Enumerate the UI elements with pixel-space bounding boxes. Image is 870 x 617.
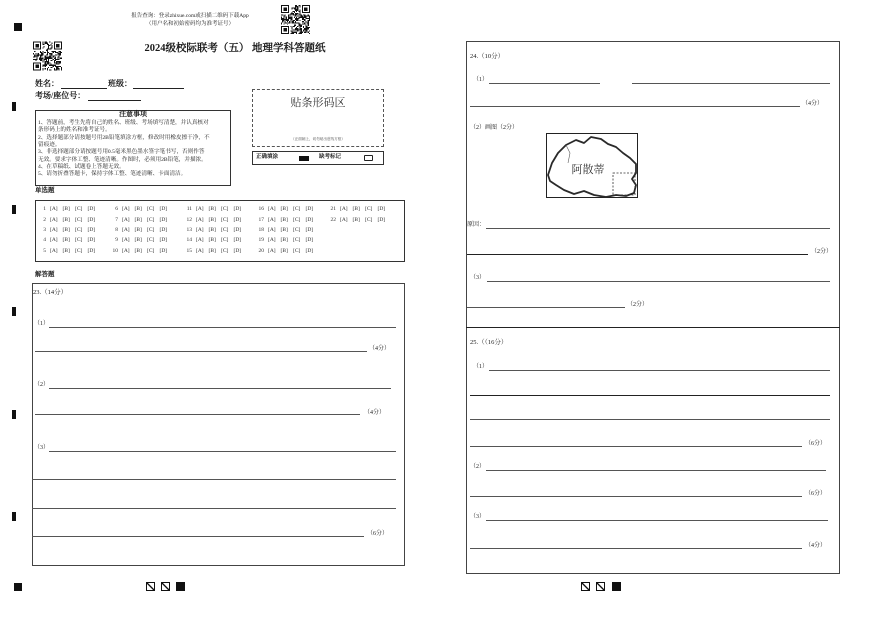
choice-option-bubble: [C]	[221, 227, 229, 233]
answer-line	[49, 327, 396, 328]
choice-question-number: 19	[258, 237, 264, 243]
answer-line	[470, 106, 800, 107]
choice-option-bubble: [A]	[122, 237, 130, 243]
qr-code-modules	[281, 5, 310, 34]
choice-option-bubble: [D]	[305, 217, 314, 223]
q23-part3-label: （3）	[34, 445, 50, 451]
qr-code-sheet	[33, 41, 62, 71]
choice-option-bubble: [C]	[221, 248, 229, 254]
choice-option-bubble: [B]	[62, 248, 70, 254]
choice-option-bubble: [D]	[377, 217, 386, 223]
q25-heading: 25.（（16分）	[470, 339, 508, 346]
q24-reason-label: 原因：	[467, 222, 486, 228]
q25-part3-label: （3）	[470, 514, 486, 520]
choice-question-number: 12	[186, 217, 192, 223]
choice-option-bubble: [C]	[293, 227, 301, 233]
choice-option-bubble: [C]	[147, 237, 155, 243]
q25-part1-score: （6分）	[805, 441, 827, 447]
choice-option-bubble: [B]	[208, 206, 216, 212]
correct-fill-example	[299, 156, 309, 161]
q24-part1-label: （1）	[473, 77, 489, 83]
choice-question-number: 15	[186, 248, 192, 254]
choice-option-bubble: [A]	[50, 206, 58, 212]
choice-question-number: 9	[115, 237, 118, 243]
q24-part3-label: （3）	[470, 275, 486, 281]
q25-part2-score: （6分）	[805, 491, 827, 497]
choice-option-bubble: [A]	[196, 227, 204, 233]
answer-line	[467, 307, 625, 308]
choice-option-bubble: [B]	[62, 206, 70, 212]
q24-part3-score: （2分）	[627, 302, 649, 308]
q23-answer-box	[32, 283, 405, 566]
choice-option-bubble: [A]	[196, 217, 204, 223]
choice-question-number: 7	[115, 217, 118, 223]
choice-option-bubble: [D]	[305, 206, 314, 212]
name-label: 姓名：	[35, 79, 59, 88]
answer-line	[49, 388, 391, 389]
choice-option-bubble: [C]	[147, 227, 155, 233]
choice-option-bubble: [B]	[280, 206, 288, 212]
page-code-filled-box	[176, 582, 185, 591]
choice-option-bubble: [C]	[147, 206, 155, 212]
choice-option-bubble: [D]	[159, 217, 168, 223]
choice-question-number: 10	[112, 248, 118, 254]
answer-line	[487, 281, 830, 282]
corner-mark-bottom-left	[14, 583, 22, 591]
choice-option-bubble: [C]	[75, 227, 83, 233]
choice-option-bubble: [A]	[268, 248, 276, 254]
q24-part2-label: （2）画图（2分）	[470, 125, 519, 131]
answer-line	[32, 479, 396, 480]
choice-option-bubble: [A]	[196, 206, 204, 212]
report-query-text: 报告查询：登录zhixue.com或扫描二维码下载App	[131, 13, 249, 19]
answer-line	[486, 228, 830, 229]
q25-part2-label: （2）	[470, 464, 486, 470]
choice-question-number: 17	[258, 217, 264, 223]
answer-line	[486, 470, 826, 471]
choice-option-bubble: [C]	[75, 237, 83, 243]
choice-option-bubble: [D]	[87, 206, 96, 212]
choice-option-bubble: [C]	[365, 206, 373, 212]
choice-option-bubble: [C]	[221, 206, 229, 212]
page-code-slash-box	[161, 582, 170, 591]
choice-option-bubble: [B]	[208, 227, 216, 233]
choice-option-bubble: [D]	[159, 237, 168, 243]
choice-option-bubble: [A]	[50, 227, 58, 233]
barcode-area-note: （正面朝上，切勿贴出虚线方框）	[291, 137, 345, 141]
choice-question-number: 3	[43, 227, 46, 233]
choice-option-bubble: [D]	[87, 217, 96, 223]
answer-line	[35, 351, 367, 352]
choice-option-bubble: [B]	[352, 217, 360, 223]
choice-option-bubble: [C]	[147, 248, 155, 254]
choice-question-number: 2	[43, 217, 46, 223]
single-choice-section-label: 单选题	[35, 187, 55, 194]
answer-line	[470, 548, 802, 549]
correct-fill-label: 正确填涂	[256, 154, 279, 160]
choice-question-number: 1	[43, 206, 46, 212]
answer-line	[470, 496, 802, 497]
page-code-filled-box	[612, 582, 621, 591]
choice-option-bubble: [A]	[340, 206, 348, 212]
answer-line	[32, 508, 396, 509]
choice-option-bubble: [D]	[233, 237, 242, 243]
question-divider	[466, 327, 840, 328]
choice-option-bubble: [B]	[62, 237, 70, 243]
notice-line: 3、非选择题部分请按题号用0.5毫米黑色墨水签字笔书写，否则作答	[38, 149, 205, 156]
choice-option-bubble: [D]	[233, 217, 242, 223]
corner-mark-top-left	[14, 23, 22, 31]
choice-option-bubble: [C]	[147, 217, 155, 223]
choice-option-bubble: [B]	[280, 248, 288, 254]
choice-option-bubble: [C]	[75, 206, 83, 212]
choice-option-bubble: [A]	[50, 248, 58, 254]
choice-option-bubble: [A]	[122, 248, 130, 254]
choice-option-bubble: [C]	[75, 217, 83, 223]
choice-option-bubble: [D]	[87, 237, 96, 243]
choice-option-bubble: [A]	[196, 237, 204, 243]
map-region-label: 阿散蒂	[571, 164, 605, 176]
choice-option-bubble: [D]	[159, 227, 168, 233]
answer-line	[35, 414, 360, 415]
choice-option-bubble: [D]	[377, 206, 386, 212]
answer-line	[470, 446, 802, 447]
choice-option-bubble: [D]	[233, 206, 242, 212]
choice-option-bubble: [A]	[268, 237, 276, 243]
notice-line: 留痕迹。	[38, 141, 61, 148]
choice-option-bubble: [C]	[293, 217, 301, 223]
choice-question-number: 6	[115, 206, 118, 212]
choice-question-number: 5	[43, 248, 46, 254]
q23-part2-label: （2）	[34, 382, 50, 388]
notice-line: 无效。要求字体工整、笔迹清晰。作图时，必须用2B铅笔，并描浓。	[38, 156, 207, 163]
page-code-slash-box	[581, 582, 590, 591]
q23-part1-score: （4分）	[369, 346, 391, 352]
choice-option-bubble: [A]	[268, 206, 276, 212]
choice-option-bubble: [C]	[365, 217, 373, 223]
answer-line	[467, 254, 808, 255]
timing-mark	[12, 205, 16, 214]
choice-option-bubble: [B]	[62, 217, 70, 223]
notice-line: 4、在草稿纸、试题卷上答题无效。	[38, 163, 125, 170]
q24-reason-score: （2分）	[811, 249, 833, 255]
choice-option-bubble: [B]	[352, 206, 360, 212]
page-code-slash-box	[146, 582, 155, 591]
answer-line	[49, 451, 396, 452]
q24-heading: 24.（10分）	[470, 53, 505, 60]
choice-option-bubble: [D]	[305, 227, 314, 233]
choice-option-bubble: [D]	[305, 237, 314, 243]
choice-question-number: 8	[115, 227, 118, 233]
choice-question-number: 4	[43, 237, 46, 243]
choice-option-bubble: [C]	[221, 217, 229, 223]
absent-mark-box	[364, 155, 373, 161]
choice-option-bubble: [A]	[196, 248, 204, 254]
notice-line: 条形码上的姓名和准考证号。	[38, 127, 111, 134]
choice-question-number: 13	[186, 227, 192, 233]
name-field-line	[61, 88, 107, 89]
barcode-area-label: 贴条形码区	[290, 97, 346, 109]
choice-question-number: 20	[258, 248, 264, 254]
answer-line	[470, 419, 830, 420]
choice-option-bubble: [C]	[293, 248, 301, 254]
notice-line: 1、答题前，考生先将自己的姓名、班级、考场填写清楚，并认真核对	[38, 120, 209, 126]
choice-option-bubble: [A]	[50, 217, 58, 223]
qr-code-report	[281, 5, 310, 34]
timing-mark	[12, 102, 16, 111]
choice-option-bubble: [B]	[280, 227, 288, 233]
answer-line	[489, 370, 830, 371]
answer-line	[486, 520, 828, 521]
choice-option-bubble: [A]	[50, 237, 58, 243]
choice-question-number: 18	[258, 227, 264, 233]
class-label: 班级：	[108, 79, 132, 88]
choice-option-bubble: [D]	[159, 248, 168, 254]
choice-option-bubble: [D]	[233, 248, 242, 254]
choice-question-number: 16	[258, 206, 264, 212]
timing-mark	[12, 410, 16, 419]
choice-option-bubble: [B]	[280, 237, 288, 243]
choice-question-number: 21	[330, 206, 336, 212]
q23-part2-score: （4分）	[364, 410, 386, 416]
choice-option-bubble: [D]	[305, 248, 314, 254]
report-account-hint: （用户名和初始密码均为准考证号）	[145, 21, 234, 27]
q23-part3-score: （6分）	[367, 531, 389, 537]
q24-part1-score: （4分）	[802, 101, 824, 107]
choice-option-bubble: [B]	[134, 217, 142, 223]
choice-question-number: 22	[330, 217, 336, 223]
page-title: 2024级校际联考（五） 地理学科答题纸	[144, 43, 326, 54]
answer-line	[470, 395, 830, 396]
choice-option-bubble: [B]	[208, 217, 216, 223]
class-field-line	[133, 88, 184, 89]
choice-option-bubble: [A]	[122, 217, 130, 223]
q25-part1-label: （1）	[473, 364, 489, 370]
choice-question-number: 14	[186, 237, 192, 243]
choice-option-bubble: [D]	[159, 206, 168, 212]
absent-mark-label: 缺考标记	[319, 154, 342, 160]
choice-option-bubble: [D]	[87, 227, 96, 233]
seat-label: 考场/座位号：	[35, 91, 86, 100]
notice-line: 2、选择题部分请按题号用2B铅笔填涂方框，修改时用橡皮擦干净，不	[38, 134, 210, 141]
choice-option-bubble: [B]	[62, 227, 70, 233]
choice-option-bubble: [A]	[268, 227, 276, 233]
q23-heading: 23.（14分）	[33, 289, 68, 296]
choice-option-bubble: [B]	[208, 248, 216, 254]
choice-option-bubble: [B]	[134, 248, 142, 254]
choice-option-bubble: [B]	[134, 237, 142, 243]
notice-title: 注意事项	[119, 110, 147, 118]
choice-option-bubble: [A]	[340, 217, 348, 223]
choice-option-bubble: [B]	[134, 206, 142, 212]
answer-line	[32, 536, 364, 537]
ashanti-region-map	[546, 133, 638, 198]
choice-option-bubble: [D]	[87, 248, 96, 254]
answers-section-label: 解答题	[35, 271, 55, 278]
page-code-slash-box	[596, 582, 605, 591]
answer-line	[489, 83, 600, 84]
choice-option-bubble: [B]	[208, 237, 216, 243]
choice-option-bubble: [D]	[233, 227, 242, 233]
seat-field-line	[88, 100, 141, 101]
q25-part3-score: （4分）	[805, 543, 827, 549]
choice-option-bubble: [A]	[122, 206, 130, 212]
choice-option-bubble: [A]	[268, 217, 276, 223]
answer-line	[632, 83, 830, 84]
timing-mark	[12, 307, 16, 316]
choice-question-number: 11	[186, 206, 192, 212]
notice-line: 5、请勿折叠答题卡，保持字体工整、笔迹清晰、卡面清洁。	[38, 171, 187, 178]
choice-option-bubble: [C]	[75, 248, 83, 254]
q23-part1-label: （1）	[34, 321, 50, 327]
timing-mark	[12, 512, 16, 521]
choice-option-bubble: [B]	[280, 217, 288, 223]
qr-code-modules	[33, 42, 62, 71]
choice-option-bubble: [A]	[122, 227, 130, 233]
choice-option-bubble: [C]	[293, 206, 301, 212]
choice-option-bubble: [B]	[134, 227, 142, 233]
choice-option-bubble: [C]	[221, 237, 229, 243]
choice-option-bubble: [C]	[293, 237, 301, 243]
